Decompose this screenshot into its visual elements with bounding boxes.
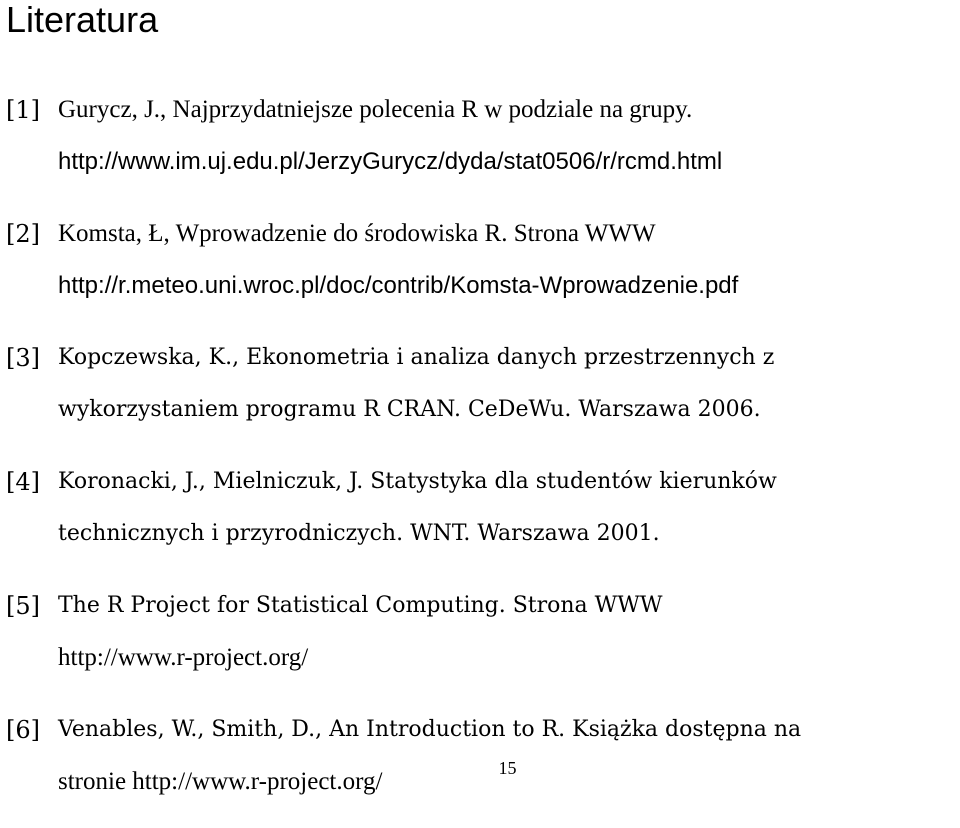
reference-number: [3] xyxy=(6,344,40,372)
reference-url: http://www.r-project.org/ xyxy=(58,644,309,671)
reference-item-4 xyxy=(0,456,960,560)
reference-item-6 xyxy=(0,704,960,808)
reference-item-2 xyxy=(0,208,960,312)
reference-text-line: Gurycz, J., Najprzydatniejsze polecenia R w podziale na grupy. xyxy=(58,96,693,123)
reference-text-line: The R Project for Statistical Computing. Strona WWW xyxy=(58,593,663,618)
page-number: 15 xyxy=(498,758,517,778)
reference-text-line: Kopczewska, K., Ekonometria i analiza danych przestrzennych z xyxy=(58,345,775,370)
reference-text-line: Koronacki, J., Mielniczuk, J. Statystyka dla studentów kierunków xyxy=(58,469,777,494)
reference-text-line: Komsta, Ł, Wprowadzenie do środowiska R. Strona WWW xyxy=(58,220,656,247)
reference-text-line: technicznych i przyrodniczych. WNT. Warszawa 2001. xyxy=(58,521,660,546)
reference-text-line: wykorzystaniem programu R CRAN. CeDeWu. Warszawa 2006. xyxy=(58,397,761,422)
reference-item-1 xyxy=(0,84,960,188)
reference-number: [5] xyxy=(6,592,40,620)
reference-item-5 xyxy=(0,580,960,684)
reference-text-line: Venables, W., Smith, D., An Introduction to R. Książka dostępna na xyxy=(58,717,802,742)
reference-number: [1] xyxy=(6,96,40,124)
reference-url: http://r.meteo.uni.wroc.pl/doc/contrib/Komsta-Wprowadzenie.pdf xyxy=(58,272,739,299)
reference-number: [4] xyxy=(6,468,40,496)
reference-number: [2] xyxy=(6,220,40,248)
reference-number: [6] xyxy=(6,716,40,744)
reference-text-line: stronie http://www.r-project.org/ xyxy=(58,768,383,795)
reference-list xyxy=(0,84,960,828)
reference-url: http://www.im.uj.edu.pl/JerzyGurycz/dyda/stat0506/r/rcmd.html xyxy=(58,148,723,175)
page-title: Literatura xyxy=(6,0,159,40)
reference-item-3 xyxy=(0,332,960,436)
